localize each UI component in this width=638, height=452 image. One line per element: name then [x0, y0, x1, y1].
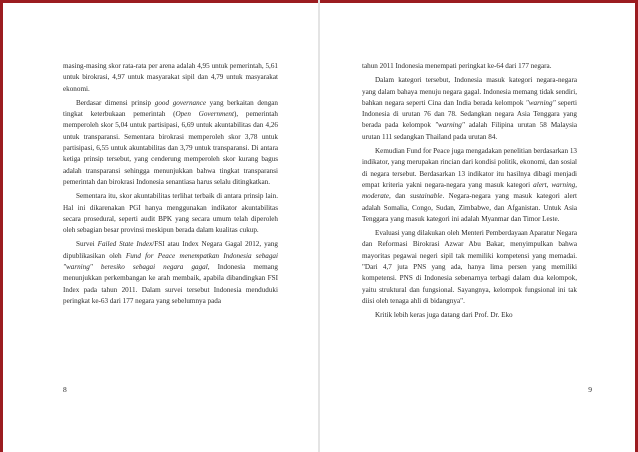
text-run: . Negara-negara yang masuk kategori alert adalah Somalia, Congo, Sudan, Zimbabwe, dan Afganistan. Untuk Asia Tenggara yang masuk kategori ini adalah Myanmar dan Timor Leste. — [362, 192, 577, 223]
text-run: Indonesia memang menunjukkan perkembangan ke arah membaik, apabila dibandingkan FSI Index pada tahun 2011. Dalam survei tersebut Indonesia menduduki peringkat ke-63 dari 177 negara yang sebelumnya pada — [63, 263, 278, 305]
text-run: /FSI atau Index Negara Gagal 2012, yang dipublikasikan oleh — [63, 240, 278, 260]
text-run: ), pemerintah memperoleh skor 5,04 untuk partisipasi, 6,69 untuk akuntabilitas dan 4,26 untuk transparansi. Sementara birokrasi memperoleh skor 3,78 untuk partisipasi, 6,55 untuk akuntabilitas dan 3,79 untuk transparansi. Di antara ketiga prinsip tersebut, yang cenderung memperoleh skor kurang bagus adalah transparansi sehingga menunjukkan bahwa tingkat transparansi pemerintah dan birokrasi Indonesia senantiasa harus selalu ditingkatkan. — [63, 110, 278, 186]
paragraph — [362, 75, 577, 143]
text-run: Sementara itu, skor akuntabilitas terlihat terbaik di antara prinsip lain. Hal ini dikarenakan PGI hanya menggunakan indikator akuntabilitas secara prosedural, seperti audit BPK yang secara umum telah diperoleh oleh sebagian besar provinsi meskipun berada dalam kualitas cukup. — [63, 192, 278, 235]
text-run: seperti Indonesia di urutan 76 dan 78. Sedangkan negara Asia Tenggara yang berada pada kelompok — [362, 98, 577, 130]
paragraph — [63, 98, 278, 188]
paragraph — [362, 310, 577, 321]
text-run: Kritik lebih keras juga datang dari Prof. Dr. Eko — [375, 311, 513, 320]
text-run: Dalam kategori tersebut, Indonesia masuk kategori negara-negara yang dalam bahaya menuju negara gagal. Indonesia memang tidak sendiri, bahkan negara seperti Cina dan India berada kelompok — [362, 76, 577, 107]
text-run: yang berkaitan dengan tingkat keterbukaan pemerintah ( — [63, 98, 278, 119]
text-run: Kemudian Fund for Peace juga mengadakan penelitian berdasarkan 13 indikator, yang merupakan rincian dari kondisi politik, ekonomi, dan sosial di negara tersebut. Berdasarkan 13 indikator itu hasilnya dibagi menjadi empat kriteria yakni negara-negara yang masuk kategori — [362, 147, 577, 189]
text-run: Survei — [76, 240, 98, 249]
paragraph — [362, 61, 577, 72]
italic-text: Failed State Index — [97, 240, 153, 249]
text-run: tahun 2011 Indonesia menempati peringkat ke-64 dari 177 negara. — [362, 62, 552, 70]
italic-text: alert, warning, moderate, — [362, 180, 578, 201]
right-page-body — [362, 61, 577, 322]
paragraph — [362, 146, 577, 225]
italic-text: "warning" — [434, 121, 465, 130]
right-page — [320, 0, 638, 452]
paragraph — [63, 239, 278, 307]
text-run: masing-masing skor rata-rata per arena adalah 4,95 untuk pemerintah, 5,61 untuk birokrasi, 4,97 untuk masyarakat sipil dan 4,79 untuk masyarakat ekonomi. — [63, 62, 278, 93]
italic-text: good governance — [154, 98, 206, 107]
italic-text: Fund for Peace menempatkan Indonesia sebagai "warning" beresiko sebagai negara gagal, — [63, 251, 278, 272]
text-run: Berdasar dimensi prinsip — [76, 98, 155, 107]
left-page-body — [63, 61, 278, 307]
page-number: 8 — [63, 385, 67, 394]
left-page — [0, 0, 318, 452]
text-run: dan — [390, 192, 410, 201]
text-run: Evaluasi yang dilakukan oleh Menteri Pemberdayaan Aparatur Negara dan Reformasi Birokrasi Azwar Abu Bakar, menyimpulkan bahwa mayoritas pegawai negeri sipil tak memiliki kompetensi yang memadai. "Dari 4,7 juta PNS yang ada, hanya lima persen yang memiliki kompetensi. PNS di Indonesia sebenarnya terbagi dalam dua kelompok, yaitu struktural dan fungsional. Sayangnya, kelompok fungsional ini tak diisi oleh tenaga ahli di bidangnya". — [362, 229, 577, 305]
text-run: adalah Filipina urutan 58 Malaysia urutan 111 sedangkan Thailand pada urutan 84. — [362, 121, 578, 141]
italic-text: Open Government — [175, 110, 234, 119]
paragraph — [362, 228, 577, 307]
italic-text: sustainable — [409, 192, 443, 201]
italic-text: "warning" — [525, 98, 556, 107]
paragraph — [63, 191, 278, 236]
page-number: 9 — [588, 385, 592, 394]
paragraph — [63, 61, 278, 95]
